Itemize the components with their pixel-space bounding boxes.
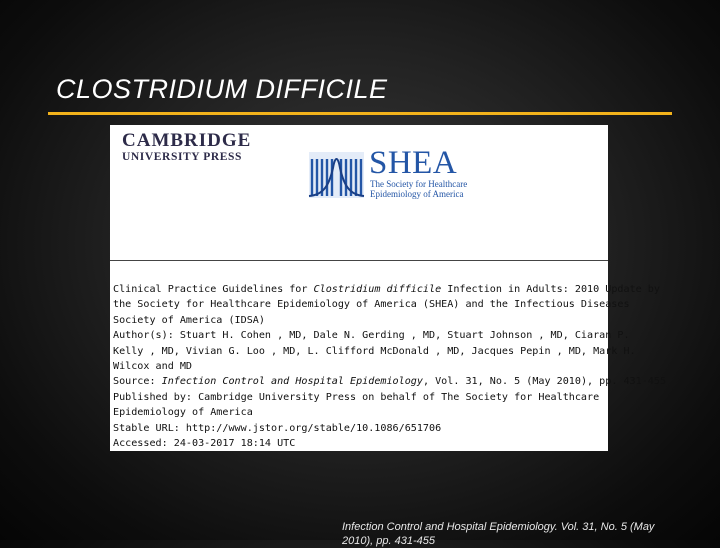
slide-caption — [342, 520, 654, 548]
citation-stable-url: Stable URL: http://www.jstor.org/stable/10.1086/651706 — [113, 422, 442, 434]
citation-source-line: Source: Infection Control and Hospital Epidemiology, Vol. 31, No. 5 (May 2010), pp. 431-455 — [113, 376, 667, 388]
title-underline — [48, 112, 672, 115]
citation-authors-line: Author(s): Stuart H. Cohen , MD, Dale N. Gerding , MD, Stuart Johnson , MD, Ciaran P. — [113, 330, 630, 342]
citation-authors-line: Kelly , MD, Vivian G. Loo , MD, L. Clifford McDonald , MD, Jacques Pepin , MD, Mark H. — [113, 345, 636, 357]
caption-line: Infection Control and Hospital Epidemiology. Vol. 31, No. 5 (May — [342, 521, 655, 533]
shea-tagline: The Society for Healthcare Epidemiology of America — [370, 179, 468, 199]
publisher-logo-line2: UNIVERSITY PRESS — [122, 151, 243, 163]
citation-text — [113, 282, 667, 451]
citation-publisher-line: Epidemiology of America — [113, 407, 253, 419]
cambridge-university-press-logo — [122, 131, 251, 164]
citation-title-line: Society of America (IDSA) — [113, 314, 265, 326]
publisher-logo-line1: CAMBRIDGE — [122, 130, 252, 151]
shea-name: SHEA — [369, 145, 458, 181]
citation-title-line: Clinical Practice Guidelines for Clostridium difficile Infection in Adults: 2010 Update by — [113, 284, 660, 295]
document-divider — [110, 260, 608, 261]
citation-accessed: Accessed: 24-03-2017 18:14 UTC — [113, 438, 296, 450]
caption-line: 2010), pp. 431-455 — [342, 535, 435, 547]
citation-publisher-line: Published by: Cambridge University Press on behalf of The Society for Healthcare — [113, 391, 600, 403]
citation-document-image — [110, 125, 667, 451]
slide-title: CLOSTRIDIUM DIFFICILE — [56, 74, 388, 104]
citation-authors-line: Wilcox and MD — [113, 361, 193, 373]
bell-curve-icon — [309, 152, 364, 198]
citation-title-line: the Society for Healthcare Epidemiology of America (SHEA) and the Infectious Diseases — [113, 299, 630, 311]
